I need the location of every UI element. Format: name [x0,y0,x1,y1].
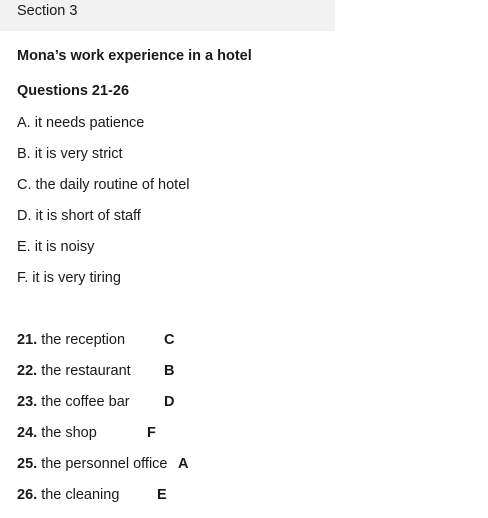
question-text: the cleaning [41,487,120,503]
question-text: the reception [41,332,126,348]
answer-row-22 [17,363,175,394]
question-number: 24. [17,425,42,441]
question-number: 21. [17,332,42,348]
question-text: the shop [41,425,97,441]
question-answer: C [164,332,175,348]
question-answer: A [178,456,189,472]
answers-list [17,332,189,518]
section-label: Section 3 [17,3,78,19]
option-b: B. it is very strict [17,146,123,162]
option-e: E. it is noisy [17,239,95,255]
question-answer: E [157,487,167,503]
question-text: the restaurant [41,363,131,379]
question-number: 22. [17,363,42,379]
option-f: F. it is very tiring [17,270,121,286]
answer-row-25 [17,456,189,487]
section-header-bar [0,0,335,31]
question-number: 25. [17,456,42,472]
question-number: 26. [17,487,42,503]
question-answer: B [164,363,175,379]
question-answer: D [164,394,175,410]
document-title: Mona’s work experience in a hotel [17,48,252,64]
question-text: the personnel office [41,456,168,472]
option-d: D. it is short of staff [17,208,141,224]
option-c: C. the daily routine of hotel [17,177,190,193]
answer-row-23 [17,394,175,425]
answer-row-26 [17,487,167,518]
answer-row-24 [17,425,167,456]
questions-heading: Questions 21-26 [17,83,130,99]
options-list [17,115,190,301]
question-answer: F [147,425,156,441]
answer-row-21 [17,332,175,363]
question-text: the coffee bar [41,394,130,410]
question-number: 23. [17,394,42,410]
option-a: A. it needs patience [17,115,145,131]
